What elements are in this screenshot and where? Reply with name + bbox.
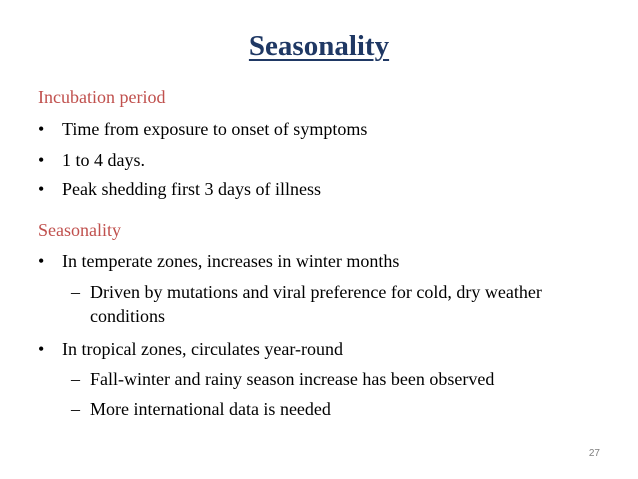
bullet-mark: • — [38, 150, 45, 170]
bullet-duration — [38, 148, 145, 172]
section-heading-seasonality: Seasonality — [38, 220, 121, 240]
slide-title-text: Seasonality — [248, 30, 390, 62]
sub-bullet-mark: – — [71, 282, 80, 302]
bullet-exposure-to-onset — [38, 117, 367, 141]
sub-bullet-text: More international data is needed — [90, 399, 331, 419]
sub-bullet-international-data — [71, 397, 571, 421]
bullet-mark: • — [38, 339, 45, 359]
sub-bullet-mark: – — [71, 369, 80, 389]
bullet-peak-shedding — [38, 177, 321, 201]
bullet-mark: • — [38, 179, 45, 199]
sub-bullet-text: Driven by mutations and viral preference for cold, dry weather conditions — [90, 282, 542, 326]
section-heading-incubation: Incubation period — [38, 87, 166, 107]
bullet-text: Time from exposure to onset of symptoms — [62, 119, 368, 139]
bullet-text: Peak shedding first 3 days of illness — [62, 179, 321, 199]
bullet-text: 1 to 4 days. — [62, 150, 145, 170]
sub-bullet-fall-winter — [71, 367, 571, 391]
sub-bullet-mark: – — [71, 399, 80, 419]
bullet-temperate-zones — [38, 249, 399, 273]
sub-bullet-text: Fall-winter and rainy season increase has been observed — [90, 369, 495, 389]
bullet-text: In temperate zones, increases in winter months — [62, 251, 400, 271]
page-number: 27 — [588, 448, 600, 459]
bullet-tropical-zones — [38, 337, 343, 361]
sub-bullet-driven-by-mutations — [71, 280, 571, 328]
bullet-mark: • — [38, 119, 45, 139]
slide-title — [0, 26, 638, 66]
bullet-text: In tropical zones, circulates year-round — [62, 339, 344, 359]
bullet-mark: • — [38, 251, 45, 271]
